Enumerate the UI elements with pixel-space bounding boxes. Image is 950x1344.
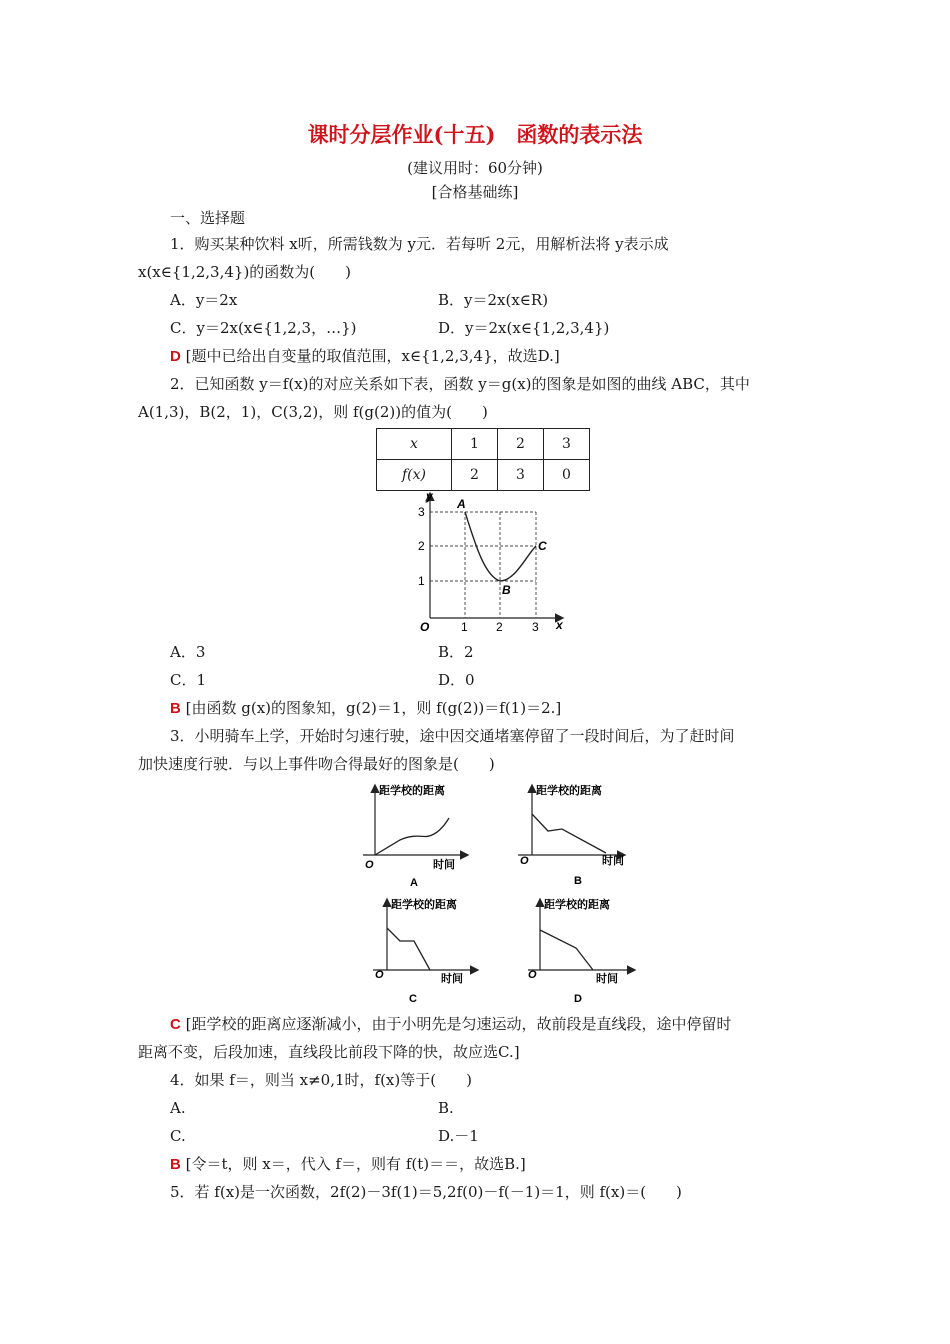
q4-answer-text: [令＝t，则 x＝，代入 f＝，则有 f(t)＝＝，故选B.] [185, 1155, 526, 1173]
distance-graph-b [510, 780, 630, 890]
table-row [377, 460, 590, 491]
q2-option-a: A．3 [170, 643, 206, 661]
function-table [376, 428, 590, 491]
q2-option-b: B．2 [438, 643, 474, 661]
svg-text:时间: 时间 [433, 859, 455, 871]
x-tick-label: 2 [496, 620, 503, 634]
svg-text:距学校的距离: 距学校的距离 [379, 785, 445, 797]
section-heading: 一、选择题 [170, 209, 246, 227]
svg-text:A: A [410, 877, 418, 889]
table-cell: 1 [452, 429, 498, 460]
g-function-graph [412, 488, 572, 634]
svg-text:距学校的距离: 距学校的距离 [391, 899, 457, 911]
y-tick-label: 2 [418, 539, 425, 553]
svg-text:B: B [574, 875, 582, 887]
q3-stem-line2: 加快速度行驶．与以上事件吻合得最好的图象是( ) [138, 755, 495, 773]
x-tick-label: 3 [532, 620, 539, 634]
q2-answer-text: [由函数 g(x)的图象知，g(2)＝1，则 f(g(2))＝f(1)＝2.] [185, 699, 562, 717]
distance-graph-a [355, 780, 475, 890]
point-a-label: A [457, 497, 466, 511]
svg-text:距学校的距离: 距学校的距离 [536, 785, 602, 797]
q3-answer-line2: 距离不变，后段加速，直线段比前段下降的快，故应选C.] [138, 1043, 520, 1061]
table-cell: x [377, 429, 452, 460]
q1-answer-text: [题中已给出自变量的取值范围，x∈{1,2,3,4}，故选D.] [185, 347, 560, 365]
svg-text:时间: 时间 [602, 855, 624, 867]
distance-graph-c [365, 894, 485, 1006]
q3-stem-line1: 3．小明骑车上学，开始时匀速行驶，途中因交通堵塞停留了一段时间后，为了赶时间 [170, 727, 735, 745]
q2-stem-line2: A(1,3)，B(2，1)，C(3,2)，则 f(g(2))的值为( ) [138, 403, 488, 421]
q1-option-c: C．y＝2x(x∈{1,2,3，…}) [170, 319, 357, 337]
svg-text:D: D [574, 993, 582, 1005]
svg-text:O: O [528, 969, 537, 981]
q3-answer [170, 1014, 731, 1035]
svg-text:距学校的距离: 距学校的距离 [544, 899, 610, 911]
q3-answer-text: [距学校的距离应逐渐减小，由于小明先是匀速运动，故前段是直线段，途中停留时 [185, 1015, 732, 1033]
point-b-label: B [502, 583, 511, 597]
q5-stem: 5．若 f(x)是一次函数，2f(2)－3f(1)＝5,2f(0)－f(－1)＝1，则 f(x)＝( ) [170, 1183, 682, 1201]
q4-stem: 4．如果 f＝，则当 x≠0,1时，f(x)等于( ) [170, 1071, 472, 1089]
q4-answer-letter: B [170, 1156, 181, 1173]
svg-text:时间: 时间 [596, 973, 618, 985]
q2-option-c: C．1 [170, 671, 207, 689]
table-cell: f(x) [377, 460, 452, 491]
point-c-label: C [538, 539, 547, 553]
q2-option-d: D．0 [438, 671, 475, 689]
y-axis-label: y [426, 489, 433, 503]
x-tick-label: 1 [461, 620, 468, 634]
q1-stem-line2: x(x∈{1,2,3,4})的函数为( ) [138, 263, 351, 281]
y-tick-label: 3 [418, 505, 425, 519]
time-hint: (建议用时：60分钟) [407, 159, 543, 177]
distance-graph-d [520, 894, 640, 1006]
svg-text:O: O [520, 855, 529, 867]
q4-option-a: A. [170, 1099, 186, 1117]
table-cell: 2 [498, 429, 544, 460]
q1-option-a: A．y＝2x [170, 291, 238, 309]
curve-abc [465, 512, 536, 581]
table-cell: 3 [498, 460, 544, 491]
q2-stem-line1: 2．已知函数 y＝f(x)的对应关系如下表，函数 y＝g(x)的图象是如图的曲线 ABC，其中 [170, 375, 750, 393]
origin-label: O [420, 620, 430, 634]
section-tag: [合格基础练] [431, 183, 519, 201]
table-cell: 2 [452, 460, 498, 491]
table-cell: 3 [544, 429, 590, 460]
svg-text:O: O [365, 859, 374, 871]
q2-answer [170, 698, 561, 719]
q1-answer [170, 346, 560, 367]
q4-answer [170, 1154, 526, 1175]
svg-text:时间: 时间 [441, 973, 463, 985]
q4-option-d: D.－1 [438, 1127, 479, 1145]
q4-option-c: C. [170, 1127, 186, 1145]
q4-option-b: B. [438, 1099, 454, 1117]
q1-stem-line1: 1．购买某种饮料 x听，所需钱数为 y元．若每听 2元，用解析法将 y表示成 [170, 235, 669, 253]
svg-text:C: C [409, 993, 417, 1005]
table-row [377, 429, 590, 460]
q1-answer-letter: D [170, 348, 181, 365]
svg-text:O: O [375, 969, 384, 981]
q3-answer-letter: C [170, 1016, 181, 1033]
table-cell: 0 [544, 460, 590, 491]
y-tick-label: 1 [418, 574, 425, 588]
q1-option-b: B．y＝2x(x∈R) [438, 291, 549, 309]
x-axis-label: x [556, 618, 563, 632]
q1-option-d: D．y＝2x(x∈{1,2,3,4}) [438, 319, 610, 337]
q2-answer-letter: B [170, 700, 181, 717]
page-title: 课时分层作业(十五) 函数的表示法 [307, 122, 643, 147]
